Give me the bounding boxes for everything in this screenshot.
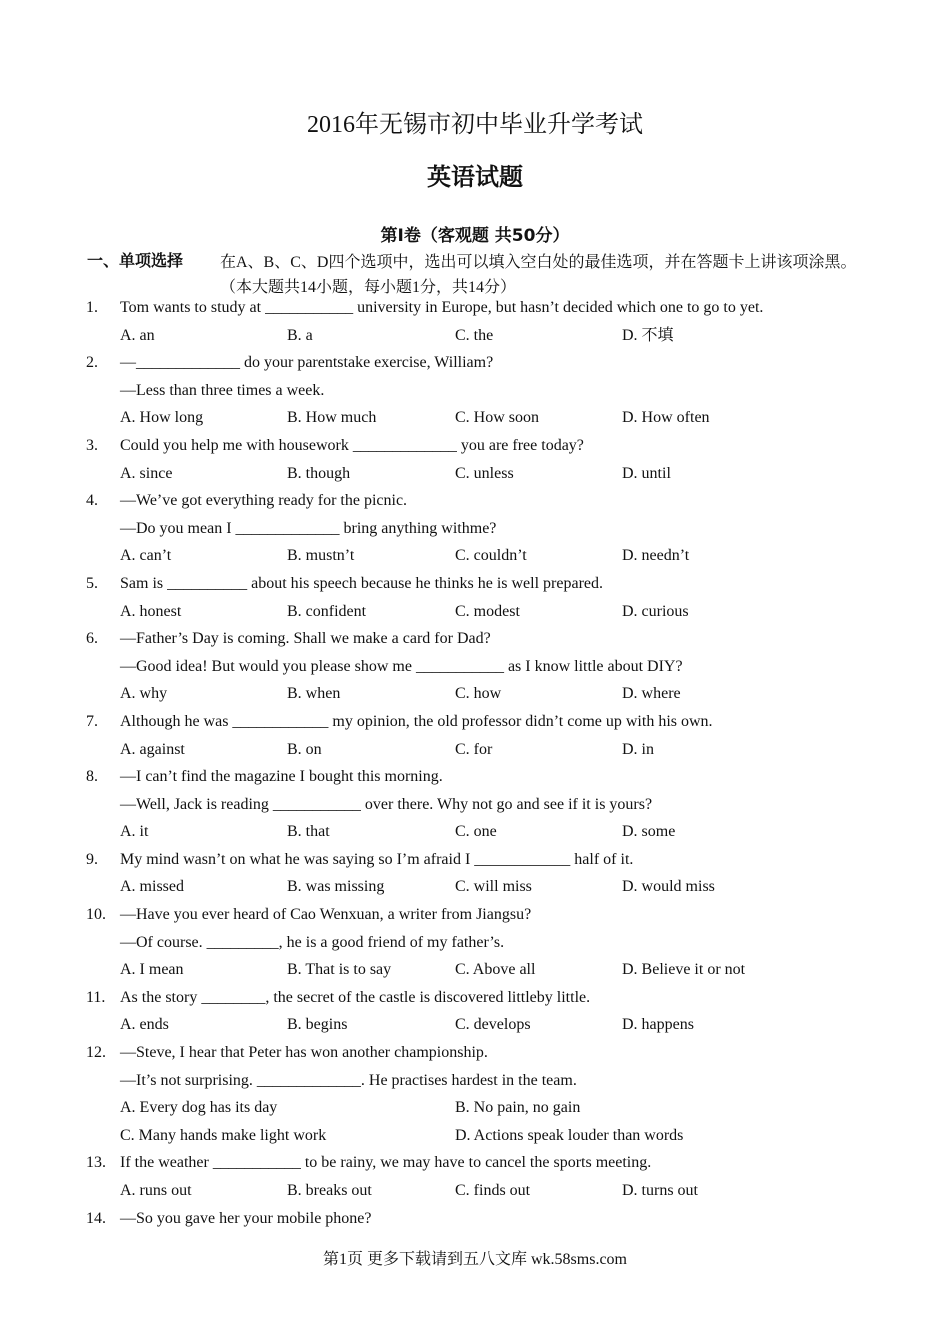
options-row [0,1177,950,1205]
question-line [0,349,950,377]
question-text: Could you help me with housework _____________ you are free today? [120,436,584,454]
page-footer: 第1页 更多下载请到五八文库 wk.58sms.com [322,1251,627,1268]
question-line [0,1039,950,1067]
question-text: —Have you ever heard of Cao Wenxuan, a writer from Jiangsu? [120,906,532,924]
options-row [0,1094,950,1122]
question-text: Tom wants to study at ___________ university in Europe, but hasn’t decided which one to go to yet. [120,299,764,316]
answer-option: B. on [287,740,322,758]
question-number: 1. [86,299,98,316]
options-row [0,1122,950,1150]
answer-option: B. mustn’t [287,547,355,565]
answer-option: A. Every dog has its day [120,1099,278,1117]
options-row [0,873,950,901]
options-row [0,598,950,626]
question-item [0,901,950,984]
answer-option: C. finds out [455,1182,531,1199]
question-line [0,708,950,736]
section-note: （本大题共14小题，每小题1分，共14分） [220,279,517,296]
answer-option: C. How soon [455,409,540,427]
question-list [0,294,950,1232]
question-item [0,570,950,625]
answer-option: D. 不填 [622,326,674,344]
section-heading: 一、单项选择 [87,251,184,270]
answer-option: B. No pain, no gain [455,1099,581,1117]
answer-option: A. why [120,685,168,703]
question-number: 12. [86,1044,106,1062]
question-number: 14. [86,1209,106,1227]
answer-option: D. would miss [622,878,715,896]
answer-option: A. runs out [120,1182,192,1199]
question-text: Although he was ____________ my opinion, the old professor didn’t come up with his own. [120,712,713,730]
answer-option: D. until [622,464,671,482]
page-title: 2016年无锡市初中毕业升学考试 [307,112,643,138]
question-line [0,846,950,874]
answer-option: C. will miss [455,878,532,896]
question-item [0,846,950,901]
answer-option: A. since [120,464,173,482]
answer-option: A. ends [120,1016,169,1034]
question-line [0,487,950,515]
answer-option: B. a [287,326,313,344]
question-text: —We’ve got everything ready for the picnic. [120,492,408,510]
answer-option: D. some [622,823,676,841]
question-text: —Of course. _________, he is a good friend of my father’s. [120,933,505,951]
answer-option: D. in [622,740,654,758]
question-line [0,929,950,957]
answer-option: C. for [455,740,493,758]
answer-option: B. though [287,464,351,482]
question-text: —I can’t find the magazine I bought this morning. [120,768,443,786]
question-text: Sam is __________ about his speech because he thinks he is well prepared. [120,574,603,592]
volume-heading: 第I卷（客观题 共50分） [380,226,570,246]
question-item [0,1205,950,1233]
options-row [0,404,950,432]
options-row [0,736,950,764]
question-item [0,708,950,763]
answer-option: B. How much [287,409,377,427]
answer-option: D. Actions speak louder than words [455,1126,684,1144]
question-text: —_____________ do your parentstake exercise, William? [120,354,494,372]
section-instruction: 在A、B、C、D四个选项中，选出可以填入空白处的最佳选项，并在答题卡上讲该项涂黑。 [220,254,857,271]
question-text: My mind wasn’t on what he was saying so I’m afraid I ____________ half of it. [120,850,634,868]
answer-option: C. unless [455,464,514,482]
page-subtitle: 英语试题 [427,163,523,191]
answer-option: C. the [455,326,494,344]
answer-option: A. honest [120,602,182,620]
answer-option: D. curious [622,602,689,620]
question-number: 9. [86,850,98,868]
answer-option: B. confident [287,602,367,620]
question-text: —Steve, I hear that Peter has won another championship. [120,1044,488,1062]
question-text: As the story ________, the secret of the castle is discovered littleby little. [120,988,591,1006]
question-number: 6. [86,630,98,648]
question-item [0,294,950,349]
question-text: —Do you mean I _____________ bring anything withme? [120,519,497,537]
answer-option: C. Above all [455,961,536,979]
question-line [0,515,950,543]
answer-option: B. that [287,823,330,841]
question-text: —It’s not surprising. _____________. He practises hardest in the team. [120,1071,577,1089]
answer-option: D. needn’t [622,547,690,565]
question-item [0,625,950,708]
answer-option: A. can’t [120,547,172,565]
options-row [0,818,950,846]
question-number: 5. [86,574,98,592]
question-text: —Father’s Day is coming. Shall we make a card for Dad? [120,630,491,648]
answer-option: A. missed [120,878,184,896]
answer-option: D. happens [622,1016,694,1034]
answer-option: A. How long [120,409,204,427]
answer-option: A. against [120,740,185,758]
question-line [0,791,950,819]
question-line [0,625,950,653]
question-item [0,763,950,846]
options-row [0,1011,950,1039]
question-number: 13. [86,1154,106,1172]
answer-option: D. where [622,685,681,703]
question-number: 11. [86,988,106,1006]
question-item [0,1039,950,1149]
options-row [0,956,950,984]
answer-option: D. turns out [622,1182,698,1199]
question-text: —So you gave her your mobile phone? [120,1209,372,1227]
question-text: —Good idea! But would you please show me ___________ as I know little about DIY? [120,657,683,675]
options-row [0,542,950,570]
question-line [0,901,950,929]
answer-option: A. I mean [120,961,184,979]
question-line [0,1149,950,1177]
question-line [0,1067,950,1095]
question-item [0,432,950,487]
answer-option: C. couldn’t [455,547,527,565]
question-number: 2. [86,354,98,372]
question-line [0,653,950,681]
question-line [0,570,950,598]
options-row [0,322,950,350]
answer-option: D. Believe it or not [622,961,746,979]
question-text: If the weather ___________ to be rainy, we may have to cancel the sports meeting. [120,1154,652,1172]
question-text: —Less than three times a week. [120,381,325,399]
question-line [0,984,950,1012]
options-row [0,460,950,488]
question-line [0,1205,950,1233]
question-line [0,377,950,405]
question-number: 8. [86,768,98,786]
answer-option: B. That is to say [287,961,392,979]
question-line [0,432,950,460]
answer-option: C. one [455,823,497,841]
answer-option: B. when [287,685,341,703]
answer-option: A. it [120,823,149,841]
question-text: —Well, Jack is reading ___________ over there. Why not go and see if it is yours? [120,795,653,813]
question-line [0,294,950,322]
answer-option: B. was missing [287,878,385,896]
answer-option: D. How often [622,409,710,427]
question-item [0,1149,950,1204]
answer-option: C. how [455,685,502,703]
question-number: 7. [86,712,98,730]
options-row [0,680,950,708]
question-item [0,984,950,1039]
question-number: 10. [86,906,106,924]
answer-option: C. Many hands make light work [120,1126,327,1144]
question-item [0,487,950,570]
answer-option: B. begins [287,1016,348,1034]
answer-option: B. breaks out [287,1182,372,1199]
answer-option: C. develops [455,1016,531,1034]
answer-option: C. modest [455,602,520,620]
question-line [0,763,950,791]
question-number: 4. [86,492,98,510]
answer-option: A. an [120,326,155,344]
question-number: 3. [86,436,98,454]
question-item [0,349,950,432]
